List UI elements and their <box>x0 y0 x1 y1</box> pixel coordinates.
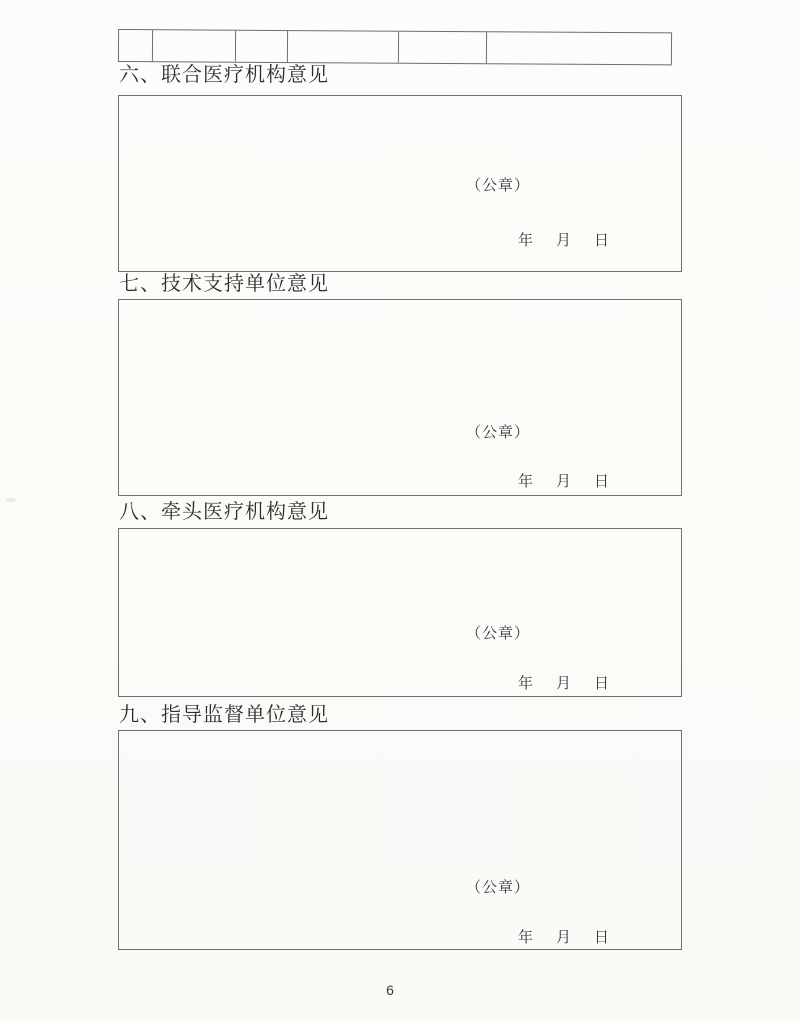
opinion-box-joint-medical-institution <box>118 95 682 272</box>
official-seal-placeholder: （公章） <box>466 625 531 642</box>
table-cell <box>236 31 288 62</box>
opinion-box-lead-medical-institution <box>118 528 682 697</box>
date-line: 年 月 日 <box>518 675 614 692</box>
table-cell <box>119 30 153 61</box>
scan-speckle <box>6 498 16 502</box>
opinion-box-guidance-supervision-unit <box>118 730 682 950</box>
date-line: 年 月 日 <box>518 929 614 946</box>
official-seal-placeholder: （公章） <box>466 177 531 194</box>
date-line: 年 月 日 <box>518 473 614 490</box>
section-heading-guidance-supervision-unit: 九、指导监督单位意见 <box>119 704 329 726</box>
table-cell <box>288 31 399 63</box>
section-heading-joint-medical-institution: 六、联合医疗机构意见 <box>119 64 329 86</box>
section-heading-lead-medical-institution: 八、牵头医疗机构意见 <box>119 501 329 523</box>
section-heading-technical-support-unit: 七、技术支持单位意见 <box>119 273 329 295</box>
continuation-table-row <box>118 29 672 65</box>
table-cell <box>399 32 487 64</box>
date-line: 年 月 日 <box>518 232 614 249</box>
page-number: 6 <box>386 982 394 998</box>
official-seal-placeholder: （公章） <box>466 424 531 441</box>
opinion-box-technical-support-unit <box>118 299 682 496</box>
official-seal-placeholder: （公章） <box>466 879 531 896</box>
table-cell <box>487 32 671 64</box>
table-cell <box>153 30 236 62</box>
